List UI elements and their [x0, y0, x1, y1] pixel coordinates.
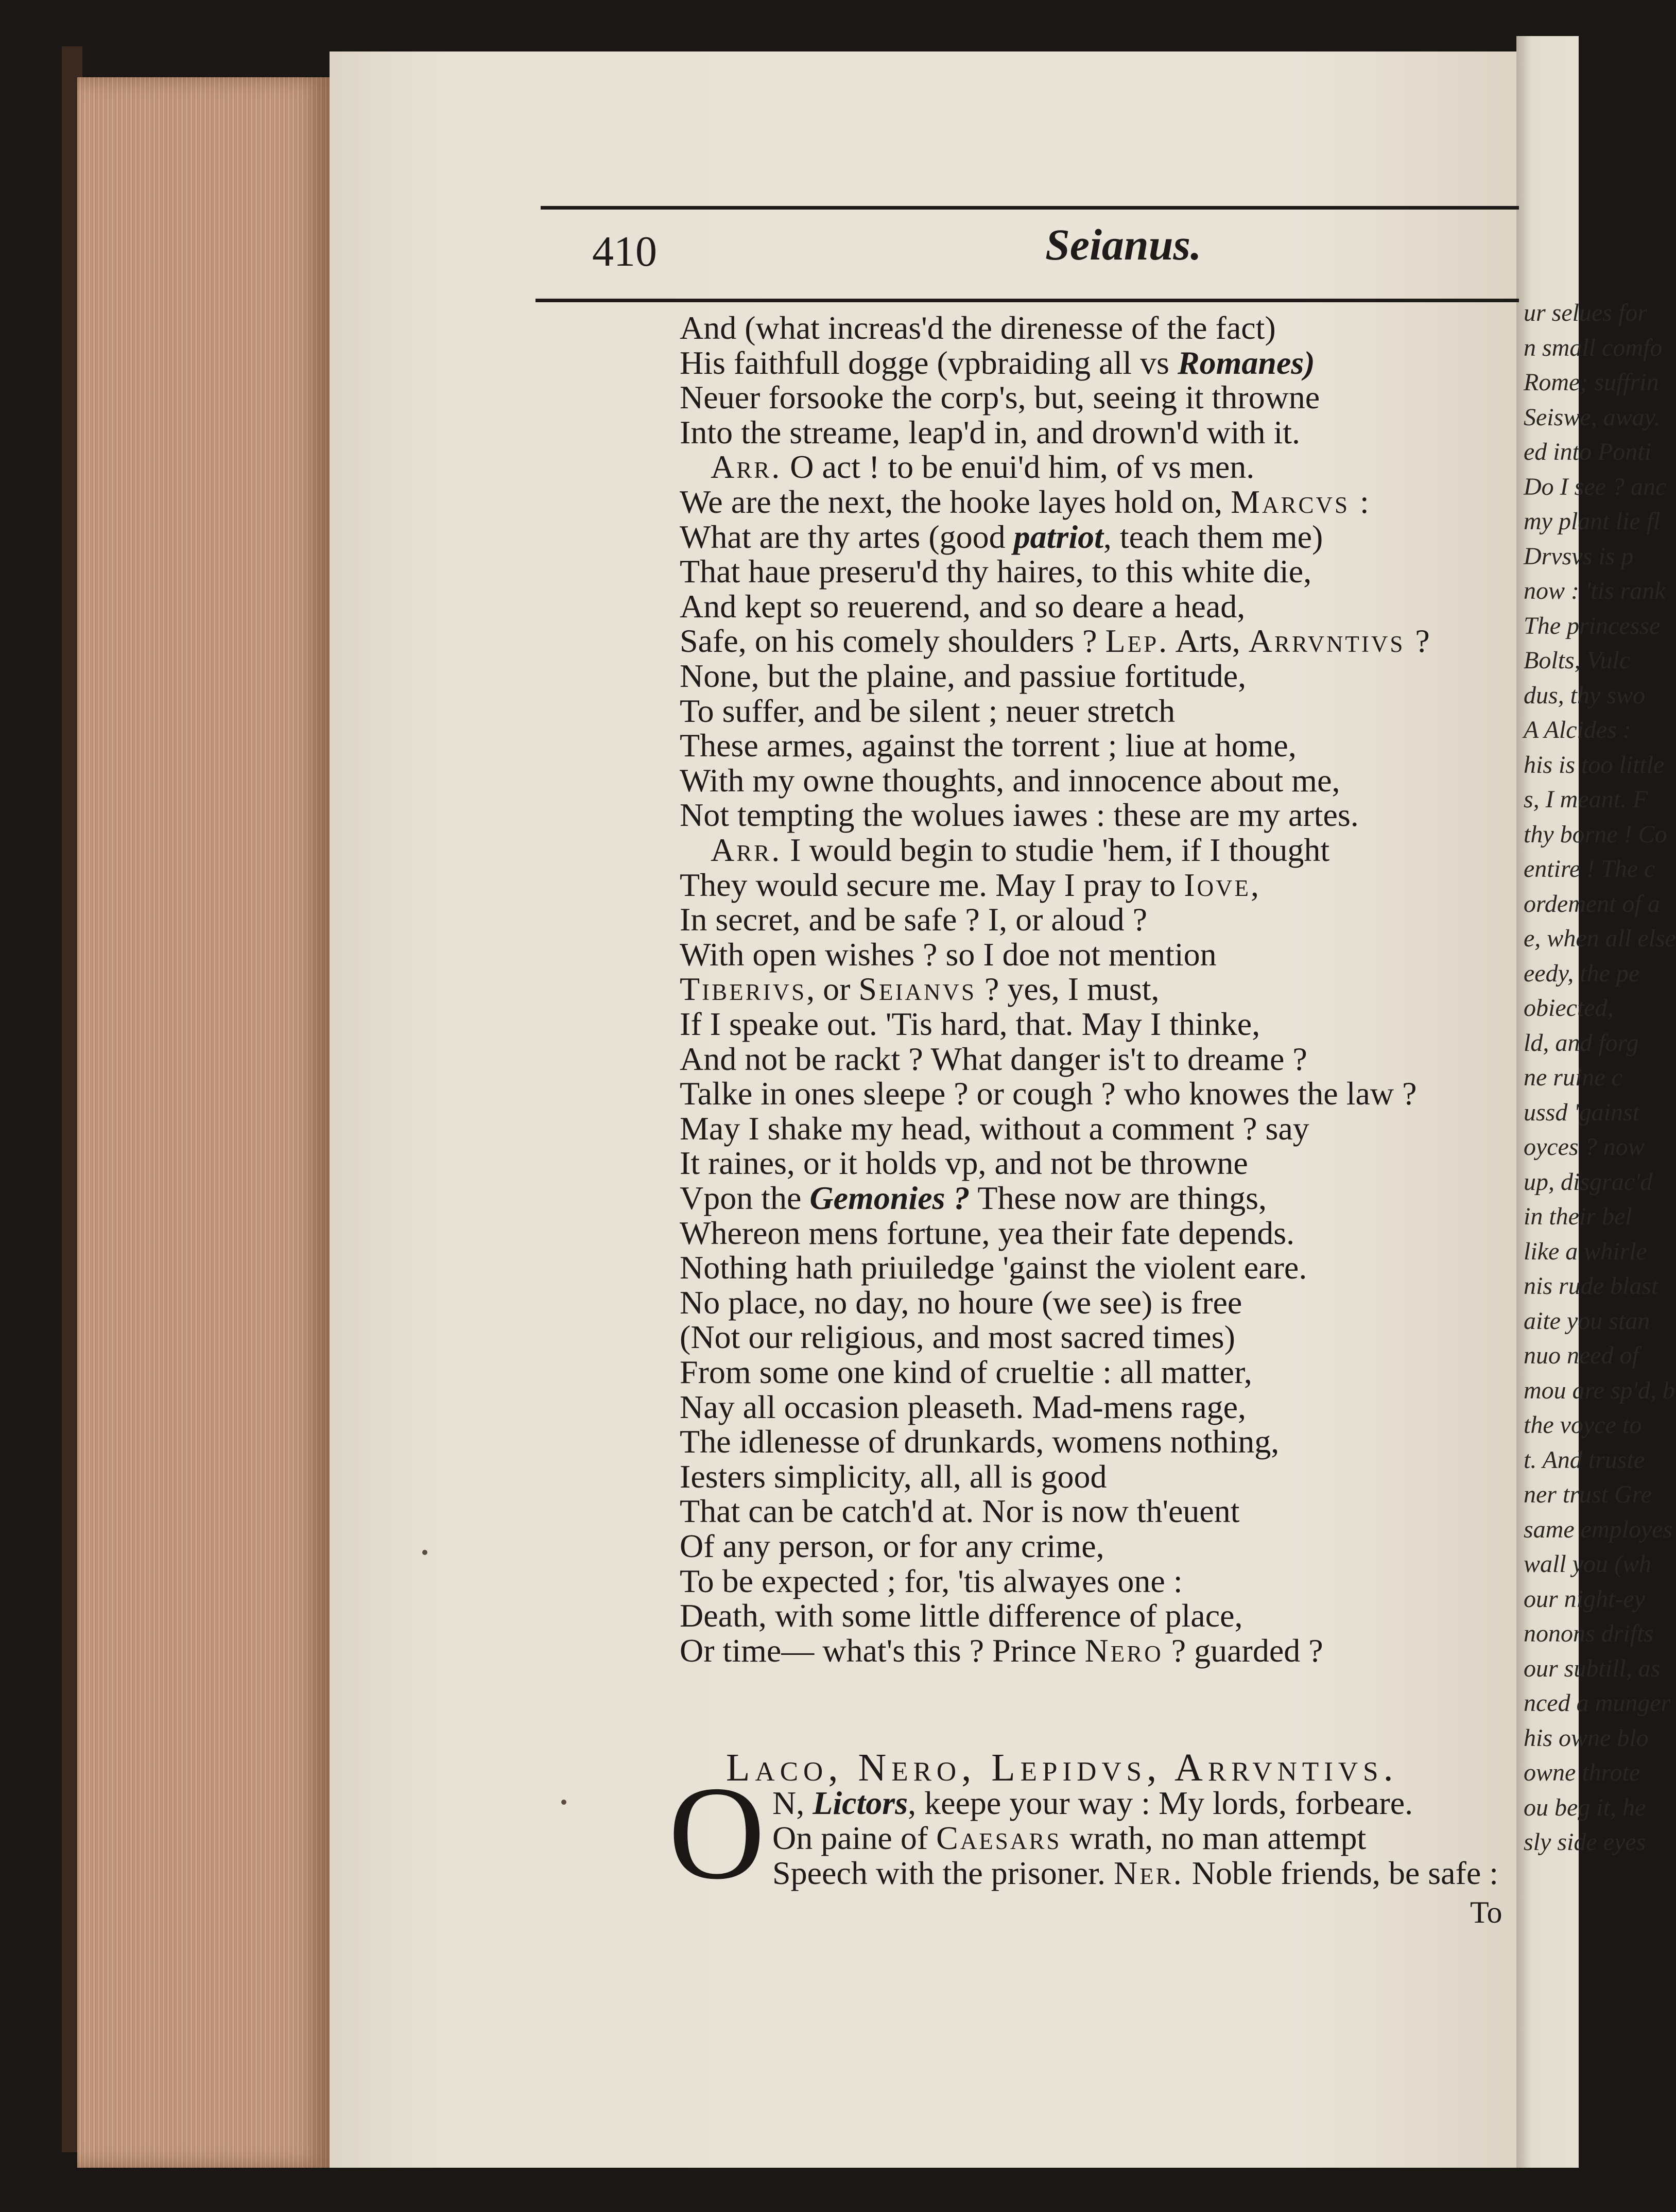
- verse-line: [680, 1077, 1417, 1110]
- scene-heading: Laco, Nero, Lepidvs, Arrvntivs.: [726, 1746, 1398, 1789]
- running-title: Seianus.: [1045, 220, 1202, 269]
- facing-page-fragment: The princesse: [1524, 612, 1661, 640]
- facing-page-edge: [1516, 36, 1676, 2168]
- text-segment: And kept so reuerend, and so deare a head,: [680, 587, 1246, 625]
- facing-page-fragment: in their bel: [1524, 1203, 1632, 1230]
- text-segment: ? guarded ?: [1163, 1632, 1323, 1669]
- facing-page-fragment: obiected,: [1524, 994, 1614, 1022]
- text-segment: Caesars: [936, 1820, 1062, 1856]
- verse-line: [680, 1562, 1183, 1599]
- facing-page-fragment: entire ! The c: [1524, 855, 1655, 883]
- facing-page-fragment: ner trust Gre: [1524, 1481, 1652, 1508]
- verse-line: [680, 973, 1160, 1006]
- verse-line: [680, 1495, 1240, 1528]
- text-segment: That haue preseru'd thy haires, to this white die,: [680, 553, 1312, 590]
- text-segment: And (what increas'd the direnesse of the fact): [680, 309, 1276, 346]
- text-segment: Arr.: [711, 832, 782, 868]
- text-segment: These armes, against the torrent ; liue at home,: [680, 727, 1297, 764]
- facing-page-fragment: his owne blo: [1524, 1724, 1649, 1752]
- text-segment: On paine of: [772, 1820, 937, 1856]
- text-segment: Arr.: [711, 448, 782, 486]
- text-segment: Arts,: [1169, 623, 1249, 660]
- facing-page-fragment: ou beg it, he: [1524, 1793, 1646, 1821]
- scene-line: [772, 1787, 1413, 1820]
- facing-page-fragment: ur selues for: [1524, 299, 1647, 326]
- header-rule-top: [541, 206, 1519, 210]
- text-segment: Not tempting the wolues iawes : these are my artes.: [680, 797, 1359, 834]
- verse-line: [680, 1634, 1323, 1667]
- verse-line: [680, 660, 1246, 693]
- verse-line: [680, 518, 1323, 555]
- text-segment: Noble friends, be safe :: [1183, 1855, 1499, 1891]
- text-segment: Seianvs: [858, 971, 977, 1008]
- text-segment: Nero: [1084, 1632, 1163, 1669]
- verse-line: [680, 1460, 1107, 1493]
- verse-line: [680, 799, 1359, 832]
- verse-line: [680, 555, 1311, 588]
- facing-page-fragment: s, I meant. F: [1524, 786, 1648, 813]
- facing-page-fragment: owne throte: [1524, 1759, 1640, 1786]
- text-segment: From some one kind of crueltie : all matter,: [680, 1354, 1252, 1390]
- facing-page-fragment: A Alcides :: [1524, 716, 1631, 744]
- facing-page-fragment: Drvsvs is p: [1524, 542, 1634, 570]
- text-segment: Nay all occasion pleaseth. Mad-mens rage,: [680, 1388, 1247, 1425]
- verse-line: [680, 903, 1147, 936]
- facing-page-fragment: wall you (wh: [1524, 1550, 1651, 1578]
- verse-line: [680, 381, 1320, 414]
- facing-page-fragment: Do I see ? anc: [1524, 473, 1667, 500]
- verse-line: [680, 483, 1371, 520]
- text-segment: Marcvs :: [1231, 483, 1371, 520]
- verse-line: [680, 764, 1340, 797]
- text-segment: Tiberivs: [680, 971, 807, 1008]
- facing-page-fragment: aite you stan: [1524, 1307, 1650, 1335]
- facing-page-fragment: now : 'tis rank: [1524, 577, 1666, 604]
- text-segment: Ner.: [1113, 1855, 1184, 1891]
- text-segment: Gemonies ?: [809, 1180, 970, 1216]
- text-segment: Talke in ones sleepe ? or cough ? who knowes the law ?: [680, 1075, 1417, 1112]
- facing-page-fragment: thy borne ! Co: [1524, 820, 1667, 848]
- verse-line: [680, 692, 1176, 729]
- verse-line: [680, 413, 1300, 451]
- facing-page-fragment: the voyce to: [1524, 1411, 1642, 1439]
- verse-line: [680, 1040, 1307, 1077]
- text-segment: O act ! to be enui'd him, of vs men.: [782, 448, 1255, 486]
- header-rule-bottom: [535, 299, 1519, 302]
- verse-line: [680, 866, 1262, 903]
- verse-line: [711, 834, 1329, 867]
- text-segment: The idlenesse of drunkards, womens nothing,: [680, 1423, 1280, 1460]
- facing-page-fragment: nonons drifts: [1524, 1620, 1654, 1647]
- text-segment: If I speake out. 'Tis hard, that. May I thinke,: [680, 1006, 1260, 1042]
- facing-page-fragment: ussd 'gainst: [1524, 1098, 1639, 1126]
- facing-page-fragment: n small comfo: [1524, 334, 1663, 361]
- verse-line: [680, 938, 1217, 971]
- text-segment: Lictors: [813, 1785, 908, 1821]
- text-segment: With open wishes ? so I doe not mention: [680, 936, 1217, 973]
- text-segment: Iesters simplicity, all, all is good: [680, 1458, 1107, 1495]
- facing-page-fragment: ordement of a: [1524, 890, 1660, 918]
- facing-page-fragment: ne ruine c: [1524, 1064, 1622, 1091]
- verse-line: [680, 1008, 1260, 1041]
- verse-line: [680, 1599, 1243, 1632]
- text-segment: , or: [806, 971, 859, 1008]
- facing-page-fragment: our night-ey: [1524, 1585, 1645, 1613]
- text-segment: And not be rackt ? What danger is't to dreame ?: [680, 1040, 1307, 1077]
- catchword: To: [1470, 1895, 1502, 1929]
- text-segment: It raines, or it holds vp, and not be throwne: [680, 1145, 1248, 1182]
- facing-page-fragment: our subtill, as: [1524, 1654, 1661, 1682]
- text-segment: ? yes, I must,: [976, 971, 1160, 1008]
- verse-line: [680, 587, 1246, 625]
- text-segment: They would secure me. May I pray to: [680, 866, 1184, 903]
- facing-page-fragment: dus, thy swo: [1524, 681, 1646, 709]
- text-segment: I would begin to studie 'hem, if I thought: [782, 832, 1330, 868]
- facing-page-fragment: sly side eyes: [1524, 1828, 1646, 1856]
- facing-page-fragment: Rome; suffrin: [1524, 369, 1659, 396]
- facing-page-fragment: e, when all else: [1524, 925, 1676, 952]
- verse-line: [680, 344, 1315, 381]
- text-segment: Vpon the: [680, 1180, 810, 1216]
- verse-line: [680, 309, 1276, 346]
- text-segment: Iove,: [1184, 866, 1262, 903]
- facing-page-fragment: nis rude blast: [1524, 1272, 1658, 1300]
- text-segment: That can be catch'd at. Nor is now th'euent: [680, 1493, 1240, 1530]
- facing-page-fragment: same employes: [1524, 1515, 1673, 1543]
- verse-line: [680, 1147, 1248, 1180]
- verse-line: [680, 1286, 1242, 1319]
- text-segment: Arrvntivs ?: [1248, 623, 1432, 660]
- facing-page-fragment: my plant lie fl: [1524, 508, 1661, 535]
- text-segment: Nothing hath priuiledge 'gainst the violent eare.: [680, 1249, 1307, 1286]
- text-segment: Speech with the prisoner.: [772, 1855, 1114, 1891]
- scene-line: [772, 1822, 1366, 1855]
- facing-page-fragment: ed into Ponti: [1524, 438, 1651, 465]
- verse-line: [680, 1356, 1252, 1389]
- text-segment: May I shake my head, without a comment ? say: [680, 1110, 1309, 1147]
- text-segment: , teach them me): [1103, 518, 1323, 555]
- scene-line: [772, 1857, 1498, 1890]
- verse-line: [680, 1388, 1247, 1425]
- text-segment: To be expected ; for, 'tis alwayes one :: [680, 1562, 1183, 1599]
- text-segment: wrath, no man attempt: [1061, 1820, 1367, 1856]
- text-segment: None, but the plaine, and passiue fortitude,: [680, 658, 1247, 694]
- paper-speck: [422, 1550, 427, 1555]
- verse-line: [680, 625, 1432, 658]
- text-segment: Romanes): [1177, 344, 1315, 381]
- text-segment: Of any person, or for any crime,: [680, 1528, 1104, 1564]
- verse-line: [680, 729, 1297, 762]
- drop-cap: O: [668, 1759, 765, 1907]
- text-segment: No place, no day, no houre (we see) is free: [680, 1284, 1242, 1321]
- facing-page-fragment: Bolts, Vulc: [1524, 647, 1631, 674]
- text-segment: Death, with some little difference of place,: [680, 1597, 1243, 1634]
- verse-line: [680, 1112, 1309, 1145]
- page-number: 410: [592, 228, 657, 275]
- text-segment: patriot: [1013, 518, 1103, 555]
- verse-line: [680, 1425, 1279, 1458]
- verse-line: [680, 1321, 1235, 1354]
- facing-page-fragment: nced a munger: [1524, 1689, 1671, 1717]
- text-segment: With my owne thoughts, and innocence about me,: [680, 762, 1340, 799]
- verse-line: [711, 448, 1255, 486]
- text-segment: What are thy artes (good: [680, 518, 1014, 555]
- text-segment: Into the streame, leap'd in, and drown'd with it.: [680, 413, 1300, 451]
- facing-page-fragment: mou are sp'd, b: [1524, 1376, 1675, 1404]
- text-segment: We are the next, the hooke layes hold on,: [680, 483, 1231, 520]
- facing-page-fragment: eedy, the pe: [1524, 959, 1640, 987]
- text-segment: Safe, on his comely shoulders ?: [680, 623, 1105, 660]
- text-segment: In secret, and be safe ? I, or aloud ?: [680, 901, 1147, 938]
- facing-page-fragment: t. And truste: [1524, 1446, 1645, 1474]
- verse-line: [680, 1214, 1295, 1251]
- facing-page-fragment: like a whirle: [1524, 1237, 1647, 1265]
- verse-line: [680, 1182, 1267, 1215]
- text-segment: , keepe your way : My lords, forbeare.: [908, 1785, 1413, 1821]
- page-block-fore-edge: [77, 77, 330, 2168]
- text-segment: Or time— what's this ? Prince: [680, 1632, 1085, 1669]
- verse-line: [680, 1251, 1307, 1284]
- text-segment: Lep.: [1105, 623, 1169, 660]
- text-segment: His faithfull dogge (vpbraiding all vs: [680, 344, 1178, 381]
- facing-page-fragment: oyces ? now: [1524, 1133, 1645, 1161]
- text-segment: (Not our religious, and most sacred times): [680, 1319, 1235, 1356]
- facing-page-fragment: nuo need of: [1524, 1342, 1639, 1369]
- text-segment: To suffer, and be silent ; neuer stretch: [680, 692, 1176, 729]
- facing-page-fragment: his is too little: [1524, 751, 1665, 779]
- verse-line: [680, 1530, 1104, 1563]
- facing-page-fragment: ld, and forg: [1524, 1029, 1639, 1057]
- text-segment: N,: [772, 1785, 813, 1821]
- facing-page-fragment: Seiswe, away.: [1524, 403, 1661, 431]
- text-segment: Neuer forsooke the corp's, but, seeing it throwne: [680, 379, 1320, 416]
- facing-page-fragment: up, disgrac'd: [1524, 1168, 1653, 1196]
- text-segment: Whereon mens fortune, yea their fate depends.: [680, 1214, 1295, 1251]
- paper-speck: [561, 1800, 566, 1805]
- text-segment: These now are things,: [970, 1180, 1267, 1216]
